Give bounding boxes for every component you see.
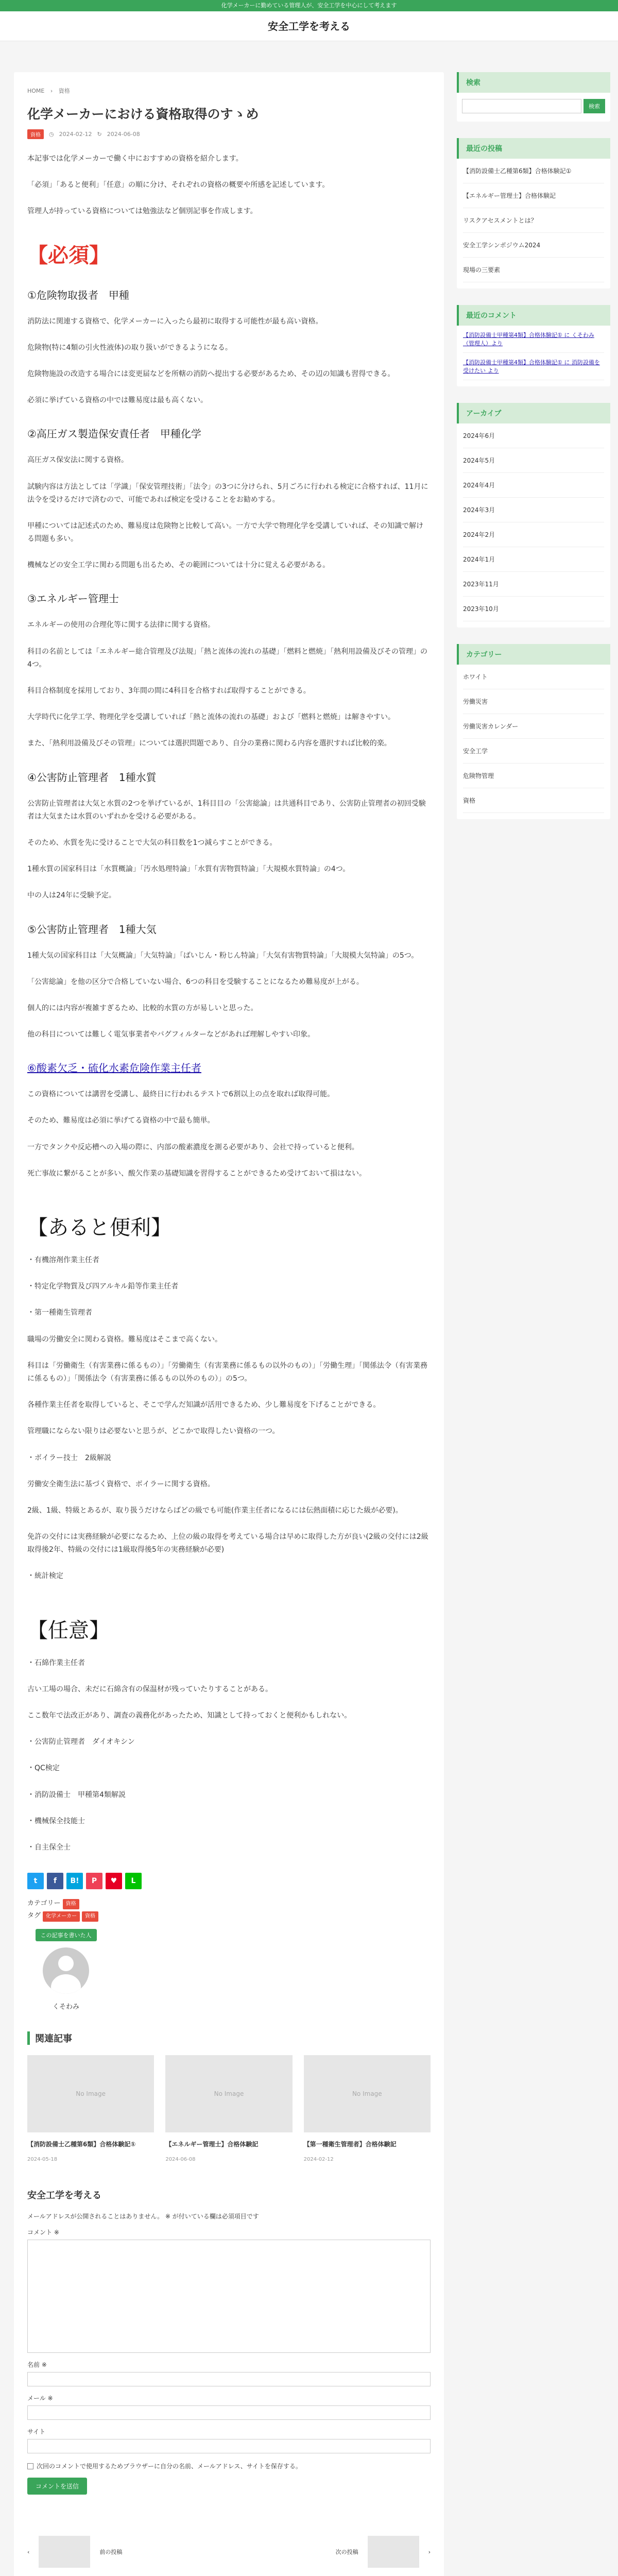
archive-item[interactable]: 2023年11月 (463, 572, 604, 597)
optional-item: ・石綿作業主任者 (27, 1658, 85, 1667)
archive-item[interactable]: 2024年5月 (463, 448, 604, 473)
chevron-left-icon: ‹ (27, 2548, 30, 2555)
related-posts (27, 2055, 431, 2162)
paragraph: 死亡事故に繋がることが多い、酸欠作業の基礎知識を習得することができるため受けておいて損はない。 (27, 1169, 366, 1178)
widget-title: 検索 (457, 72, 610, 93)
archive-item[interactable]: 2024年4月 (463, 473, 604, 498)
useful-item: ・第一種衛生管理者 (27, 1309, 92, 1317)
name-field[interactable] (27, 2372, 431, 2386)
breadcrumb-category[interactable]: 資格 (58, 88, 70, 94)
comment-label: コメント ※ (27, 2229, 59, 2236)
comment-textarea[interactable] (27, 2240, 431, 2353)
useful-item: 職場の労働安全に関わる資格。難易度はそこまで高くない。 (27, 1335, 222, 1344)
save-info-label: 次回のコメントで使用するためブラウザーに自分の名前、メールアドレス、サイトを保存する。 (37, 2463, 302, 2470)
paragraph: 一方でタンクや反応槽への入場の際に、内部の酸素濃度を測る必要があり、会社で持っていると便利。 (27, 1143, 359, 1151)
related-heading: 関連記事 (27, 2031, 431, 2045)
top-announcement-bar (0, 0, 618, 11)
recent-posts-widget (457, 138, 610, 289)
paragraph: 科目の名前としては「エネルギー総合管理及び法規」「熱と流体の流れの基礎」「燃料と燃焼」「熱利用設備及びその管理」の4つ。 (27, 647, 427, 669)
paragraph: 機械などの安全工学に関わる問題も出るため、その範囲については十分に覚える必要がある。 (27, 561, 330, 570)
author-label: この記事を書いた人 (36, 1929, 97, 1941)
paragraph: 試験内容は方法としては「学識」「保安管理技術」「法令」の3つに分けられ、5月ごろに行われる検定に合格すれば、11月に法令を受けるだけで済むので、可能であれば検定を受けることをお勧めする。 (27, 482, 428, 504)
archive-item[interactable]: 2024年3月 (463, 498, 604, 522)
recent-comment-item[interactable] (463, 353, 604, 380)
qualification-heading: ④公害防止管理者 1種水質 (27, 771, 157, 784)
optional-item: 古い工場の場合、未だに石綿含有の保温材が残っていたりすることがある。 (27, 1685, 272, 1693)
category-item[interactable]: 安全工学 (463, 739, 604, 764)
useful-item: ・統計検定 (27, 1572, 63, 1581)
recent-posts-list (457, 159, 610, 282)
category-list (457, 665, 610, 813)
category-item[interactable]: 資格 (463, 788, 604, 813)
refresh-icon: ↻ (97, 131, 102, 138)
related-date: 2024-06-08 (165, 2157, 196, 2163)
search-widget (457, 72, 610, 122)
section-heading-required: 【必須】 (27, 243, 110, 267)
tags-label: タグ (27, 1911, 41, 1920)
line-share-button[interactable]: L (125, 1873, 142, 1889)
taxonomy (27, 1897, 431, 1922)
post-meta (27, 129, 431, 139)
related-card[interactable] (304, 2055, 431, 2162)
archive-item[interactable]: 2024年1月 (463, 547, 604, 572)
next-thumb (368, 2536, 419, 2568)
avatar (43, 1947, 89, 1994)
section-heading-optional: 【任意】 (27, 1618, 110, 1642)
archive-widget (457, 403, 610, 628)
page-title: 化学メーカーにおける資格取得のすゝめ (27, 107, 259, 122)
useful-item: ・ボイラー技士 2級解説 (27, 1453, 111, 1462)
no-image-placeholder: No Image (304, 2055, 431, 2132)
useful-item: 労働安全衛生法に基づく資格で、ボイラーに関する資格。 (27, 1480, 215, 1488)
qualification-heading: ⑤公害防止管理者 1種大気 (27, 923, 157, 936)
prev-label: 前の投稿 (99, 2549, 123, 2556)
share-buttons (27, 1873, 431, 1889)
qualification-heading: ③エネルギー管理士 (27, 592, 119, 605)
twitter-share-button[interactable]: t (27, 1873, 44, 1889)
qualification-heading: ①危険物取扱者 甲種 (27, 289, 129, 301)
paragraph: 「公害総論」を他の区分で合格していない場合、6つの科目を受験することになるため難易度が上がる。 (27, 977, 364, 986)
pinterest-share-button[interactable]: ♥ (106, 1873, 122, 1889)
related-date: 2024-05-18 (27, 2157, 58, 2163)
archive-item[interactable]: 2023年10月 (463, 597, 604, 621)
related-card[interactable] (165, 2055, 292, 2162)
name-label: 名前 ※ (27, 2361, 47, 2369)
chevron-right-icon: › (428, 2548, 431, 2555)
optional-item: ここ数年で法改正があり、調査の義務化があったため、知識として持っておくと便利かもしれない。 (27, 1711, 352, 1720)
useful-item: ・有機溶剤作業主任者 (27, 1256, 99, 1264)
intro-paragraph: 管理人が持っている資格については勉強法など個別記事を作成します。 (27, 207, 258, 216)
no-image-placeholder: No Image (27, 2055, 154, 2132)
category-item[interactable]: ホワイト (463, 665, 604, 689)
site-field[interactable] (27, 2439, 431, 2453)
search-input[interactable] (462, 99, 581, 113)
author-name[interactable]: くそわみ (52, 2003, 79, 2011)
paragraph: 個人的には内容が複雑すぎるため、比較的水質の方が易しいと思った。 (27, 1004, 258, 1012)
related-card[interactable] (27, 2055, 154, 2162)
submit-comment-button[interactable]: コメントを送信 (27, 2478, 87, 2495)
optional-item: ・自主保全士 (27, 1843, 71, 1852)
related-title[interactable]: 【エネルギー管理士】合格体験記 (165, 2140, 259, 2148)
prev-thumb (39, 2536, 90, 2568)
facebook-share-button[interactable]: f (47, 1873, 63, 1889)
article-content (27, 152, 431, 1854)
pocket-share-button[interactable]: P (86, 1873, 102, 1889)
recent-post-item[interactable]: リスクアセスメントとは？ (463, 208, 604, 233)
paragraph: 科目合格制度を採用しており、3年間の間に4科目を合格すれば取得することができる。 (27, 687, 311, 695)
widget-title: アーカイブ (457, 403, 610, 423)
no-image-placeholder: No Image (165, 2055, 292, 2132)
paragraph: また、「熱利用設備及びその管理」については選択問題であり、自分の業務に関わる内容を選択すれば比較的楽。 (27, 739, 391, 748)
category-label: カテゴリー (27, 1900, 61, 1908)
related-title[interactable]: 【第一種衛生管理者】合格体験記 (303, 2140, 397, 2148)
content-wrapper (8, 41, 610, 2576)
email-field[interactable] (27, 2405, 431, 2420)
related-date: 2024-02-12 (303, 2157, 334, 2163)
paragraph: 危険物施設の改造する場合には変更届などを所轄の消防へ提出する必要があるため、その辺の知識も習得できる。 (27, 369, 395, 378)
breadcrumb (27, 87, 431, 96)
widget-title: 最近の投稿 (457, 138, 610, 159)
recent-comment-item[interactable] (463, 326, 604, 353)
useful-item: 免許の交付には実務経験が必要になるため、上位の級の取得を考えている場合は早めに取得した方が良い(2級の交付には2級取得後2年、特級の交付には1級取得後5年の実務経験が必要) (27, 1533, 428, 1554)
published-date: 2024-02-12 (59, 131, 92, 138)
paragraph: そのため、難易度は必須に挙げてる資格の中で最も簡単。 (27, 1116, 215, 1125)
related-title[interactable]: 【消防設備士乙種第6類】合格体験記① (27, 2140, 136, 2148)
paragraph: 大学時代に化学工学、物理化学を受講していれば「熱と流体の流れの基礎」および「燃料と燃焼」は解きやすい。 (27, 713, 395, 722)
recent-post-item[interactable]: 【消防設備士乙種第6類】合格体験記① (463, 159, 604, 183)
archive-item[interactable]: 2024年2月 (463, 522, 604, 547)
next-post-link[interactable] (336, 2536, 431, 2568)
recent-comments-widget (457, 305, 610, 386)
paragraph: 必須に挙げている資格の中では難易度は最も高くない。 (27, 396, 208, 405)
archive-list (457, 423, 610, 621)
paragraph: 高圧ガス保安法に関する資格。 (27, 456, 128, 465)
recent-comments-list (457, 326, 610, 380)
paragraph: この資格については講習を受講し、最終日に行われるテストで6割以上の点を取れば取得可能。 (27, 1090, 335, 1099)
site-title[interactable]: 安全工学を考える (268, 20, 350, 32)
clock-icon: ◷ (49, 131, 54, 138)
paragraph: 危険物(特に4類の引火性液体)の取り扱いができるようになる。 (27, 343, 232, 352)
category-badge[interactable]: 資格 (27, 129, 44, 139)
email-label: メール ※ (27, 2395, 53, 2402)
paragraph: 公害防止管理者は大気と水質の2つを挙げているが、1科目目の「公害総論」は共通科目であり、公害防止管理者の初回受験者は大気または水質のいずれかを受ける必要がある。 (27, 799, 426, 821)
paragraph: 他の科目については難しく電気事業者やバグフィルターなどがあれば理解しやすい印象。 (27, 1030, 315, 1039)
save-info-checkbox-row[interactable] (27, 2462, 431, 2470)
paragraph: 消防法に関連する資格で、化学メーカーに入ったら最初に取得する可能性が最も高い資格。 (27, 317, 323, 326)
updated-date: 2024-06-08 (107, 131, 140, 138)
qualification-heading (27, 1060, 431, 1075)
paragraph: 1種大気の国家科目は「大気概論」「大気特論」「ばいじん・粉じん特論」「大気有害物質特論」「大規模大気特論」の5つ。 (27, 951, 419, 960)
useful-item: 科目は「労働衛生（有害業務に係るもの）」「労働衛生（有害業務に係るもの以外のもの）」「労働生理」「関係法令（有害業務に係るもの）」「関係法令（有害業務に係るもの以外のもの）」の5つ。 (27, 1361, 427, 1383)
recent-post-item[interactable]: 【エネルギー管理士】合格体験記 (463, 183, 604, 208)
intro-paragraph: 「必須」「あると便利」「任意」の順に分け、それぞれの資格の概要や所感を記述しています。 (27, 181, 330, 190)
widget-title: 最近のコメント (457, 305, 610, 326)
recent-post-item[interactable]: 安全工学シンポジウム2024 (463, 233, 604, 258)
optional-item: ・QC検定 (27, 1764, 60, 1773)
recent-comment-item-link[interactable]: 【消防設備士甲種第4類】合格体験記① に 消防設備を受けたい より (463, 359, 600, 374)
category-item[interactable]: 危険物管理 (463, 764, 604, 788)
chevron-right-icon: › (50, 88, 53, 94)
optional-item: ・公害防止管理者 ダイオキシン (27, 1738, 135, 1747)
sidebar (457, 72, 610, 836)
archive-item[interactable]: 2024年6月 (463, 423, 604, 448)
prev-post-link[interactable] (27, 2536, 122, 2568)
paragraph: 中の人は24年に受験予定。 (27, 891, 116, 900)
search-button[interactable]: 検索 (583, 99, 605, 113)
recent-post-item[interactable]: 現場の三要素 (463, 258, 604, 282)
paragraph: そのため、水質を先に受けることで大気の科目数を1つ減らすことができる。 (27, 838, 277, 847)
widget-title: カテゴリー (457, 644, 610, 665)
section-heading-useful: 【あると便利】 (27, 1216, 171, 1240)
breadcrumb-home[interactable]: HOME (27, 88, 45, 94)
main-article (14, 72, 444, 2576)
author-box (27, 1929, 105, 2011)
post-navigation (27, 2536, 431, 2568)
site-label: サイト (27, 2428, 46, 2436)
comment-note: メールアドレスが公開されることはありません。 ※ が付いている欄は必須項目です (27, 2213, 259, 2221)
paragraph: エネルギーの使用の合理化等に関する法律に関する資格。 (27, 621, 215, 630)
optional-item: ・消防設備士 甲種第4類解説 (27, 1790, 126, 1799)
useful-item: 2級、1級、特級とあるが、取り扱うだけならばどの級でも可能(作業主任者になるには伝熱面積に応じた級が必要)。 (27, 1506, 403, 1515)
site-header (0, 11, 618, 41)
category-tag[interactable]: 資格 (63, 1899, 79, 1909)
useful-item: 各種作業主任者を取得していると、そこで学んだ知識が活用できるため、少し難易度を下げることができる。 (27, 1401, 381, 1410)
comment-form-title: 安全工学を考える (27, 2190, 101, 2201)
category-item[interactable]: 労働災害 (463, 689, 604, 714)
useful-item: 管理職にならない限りは必要ないと思うが、どこかで取得したい資格の一つ。 (27, 1427, 280, 1436)
category-widget (457, 644, 610, 819)
intro-paragraph: 本記事では化学メーカーで働く中におすすめの資格を紹介します。 (27, 155, 243, 163)
tag-item[interactable]: 資格 (82, 1911, 98, 1922)
optional-item: ・機械保全技能士 (27, 1817, 85, 1825)
top-announcement-text: 化学メーカーに勤めている管理人が、安全工学を中心にして考えます (221, 2, 397, 9)
next-label: 次の投稿 (335, 2549, 358, 2556)
useful-item: ・特定化学物質及び四アルキル鉛等作業主任者 (27, 1282, 179, 1291)
save-info-checkbox[interactable] (27, 2463, 33, 2469)
tag-item[interactable]: 化学メーカー (43, 1911, 80, 1922)
paragraph: 1種水質の国家科目は「水質概論」「汚水処理特論」「水質有害物質特論」「大規模水質特論」の4つ。 (27, 865, 350, 874)
qualification-link[interactable]: ⑥酸素欠乏・硫化水素危険作業主任者 (27, 1062, 201, 1075)
recent-comment-item-link[interactable]: 【消防設備士甲種第4類】合格体験記① に くそわみ（管理人）より (463, 332, 594, 347)
category-item[interactable]: 労働災害カレンダー (463, 714, 604, 739)
paragraph: 甲種については記述式のため、難易度は危険物と比較して高い。一方で大学で物理化学を受講していれば、その知識で解ける問題も多い。 (27, 521, 424, 544)
qualification-heading: ②高圧ガス製造保安責任者 甲種化学 (27, 428, 201, 440)
hatena-share-button[interactable]: B! (66, 1873, 83, 1889)
